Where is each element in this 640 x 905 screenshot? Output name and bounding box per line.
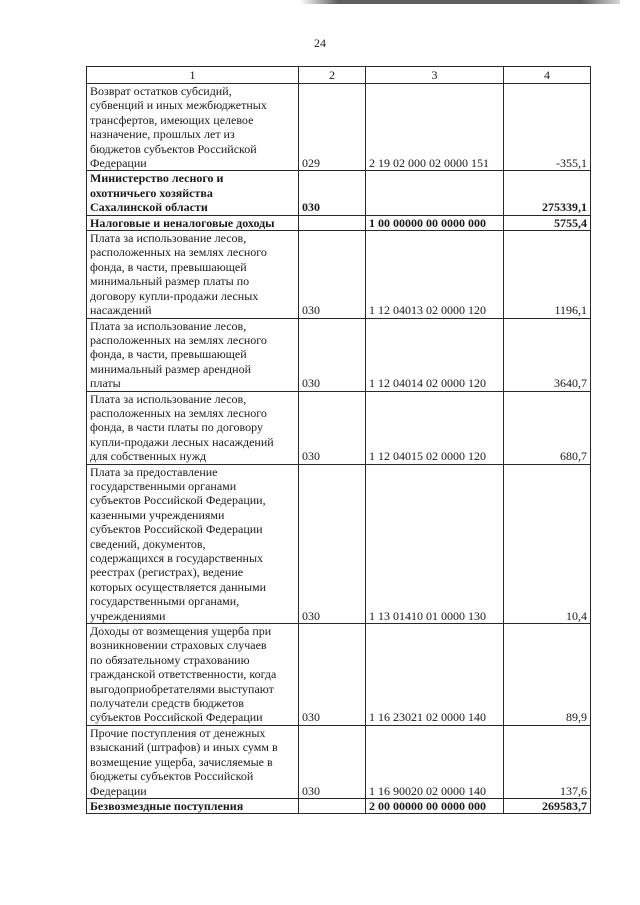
row-name-line: бюджеты субъектов Российской xyxy=(90,769,254,784)
row-code: 030 xyxy=(299,624,366,726)
row-code: 030 xyxy=(299,464,366,623)
row-name-line: Плата за предоставление xyxy=(90,464,218,479)
row-name-line: договору купли-продажи лесных xyxy=(90,288,259,303)
row-amount: 137,6 xyxy=(504,725,591,798)
header-cell: 4 xyxy=(504,67,591,84)
row-code: 030 xyxy=(299,231,366,318)
row-kbk: 1 00 00000 00 0000 000 xyxy=(366,215,504,230)
row-name-line: казенными учреждениями xyxy=(90,507,225,522)
row-name-line: возмещение ущерба, зачисляемые в xyxy=(90,754,273,769)
header-cell: 2 xyxy=(299,67,366,84)
row-amount: -355,1 xyxy=(504,84,591,171)
row-amount: 680,7 xyxy=(504,391,591,464)
row-name xyxy=(87,215,299,230)
row-amount: 10,4 xyxy=(504,464,591,623)
row-name-line: Налоговые и неналоговые доходы xyxy=(90,215,275,230)
row-code xyxy=(299,798,366,813)
row-name xyxy=(87,318,299,391)
row-name xyxy=(87,464,299,623)
row-name-line: бюджетов субъектов Российской xyxy=(90,141,257,156)
row-name xyxy=(87,391,299,464)
row-name-line: сведений, документов, xyxy=(90,536,206,551)
revenue-table xyxy=(86,66,591,814)
row-kbk: 1 12 04015 02 0000 120 xyxy=(366,391,504,464)
row-code: 029 xyxy=(299,84,366,171)
row-name-line: расположенных на землях лесного xyxy=(90,245,267,260)
row-name-line: субъектов Российской Федерации, xyxy=(90,493,266,508)
row-amount: 269583,7 xyxy=(504,798,591,813)
header-cell: 3 xyxy=(366,67,504,84)
row-name-line: Сахалинской области xyxy=(90,200,208,215)
row-name-line: насаждений xyxy=(90,303,152,318)
row-name-line: расположенных на землях лесного xyxy=(90,405,267,420)
row-kbk: 1 12 04013 02 0000 120 xyxy=(366,231,504,318)
scan-edge-mark xyxy=(300,0,620,4)
row-name-line: Плата за использование лесов, xyxy=(90,318,247,333)
row-name xyxy=(87,798,299,813)
row-name xyxy=(87,725,299,798)
row-name-line: Прочие поступления от денежных xyxy=(90,725,266,740)
row-name-line: фонда, в части, превышающей xyxy=(90,259,247,274)
row-name-line: назначение, прошлых лет из xyxy=(90,127,235,142)
table-header-row xyxy=(87,67,591,84)
row-name-line: взысканий (штрафов) и иных сумм в xyxy=(90,740,278,755)
row-amount: 89,9 xyxy=(504,624,591,726)
row-kbk: 1 16 23021 02 0000 140 xyxy=(366,624,504,726)
row-kbk: 2 00 00000 00 0000 000 xyxy=(366,798,504,813)
table-row xyxy=(87,391,591,464)
row-amount: 1196,1 xyxy=(504,231,591,318)
row-name-line: по обязательному страхованию xyxy=(90,652,250,667)
row-code: 030 xyxy=(299,725,366,798)
row-name-line: купли-продажи лесных насаждений xyxy=(90,434,274,449)
table-row xyxy=(87,725,591,798)
table-row xyxy=(87,318,591,391)
row-name-line: реестрах (регистрах), ведение xyxy=(90,565,244,580)
row-name-line: Федерации xyxy=(90,156,147,171)
row-name-line: платы xyxy=(90,376,121,391)
row-name-line: минимальный размер платы по xyxy=(90,274,250,289)
row-name-line: Безвозмездные поступления xyxy=(90,798,244,813)
row-code: 030 xyxy=(299,318,366,391)
row-name-line: государственными органами xyxy=(90,478,237,493)
table-row xyxy=(87,624,591,726)
table-row xyxy=(87,464,591,623)
row-name-line: Возврат остатков субсидий, xyxy=(90,84,232,98)
row-name-line: трансфертов, имеющих целевое xyxy=(90,112,254,127)
row-name-line: возникновении страховых случаев xyxy=(90,638,267,653)
row-code: 030 xyxy=(299,171,366,215)
row-name-line: субвенций и иных межбюджетных xyxy=(90,98,267,113)
row-kbk xyxy=(366,171,504,215)
table-row xyxy=(87,215,591,230)
table-row xyxy=(87,171,591,215)
row-name-line: фонда, в части платы по договору xyxy=(90,420,263,435)
row-name-line: Министерство лесного и xyxy=(90,171,224,186)
row-kbk: 1 16 90020 02 0000 140 xyxy=(366,725,504,798)
row-name-line: для собственных нужд xyxy=(90,449,207,464)
row-code: 030 xyxy=(299,391,366,464)
row-name-line: расположенных на землях лесного xyxy=(90,332,267,347)
row-name xyxy=(87,84,299,171)
page-number: 24 xyxy=(314,36,326,50)
row-name-line: Федерации xyxy=(90,783,147,798)
row-amount: 3640,7 xyxy=(504,318,591,391)
row-name xyxy=(87,624,299,726)
row-name-line: охотничьего хозяйства xyxy=(90,185,213,200)
row-name-line: гражданской ответственности, когда xyxy=(90,667,277,682)
header-cell: 1 xyxy=(87,67,299,84)
row-name-line: содержащихся в государственных xyxy=(90,551,264,565)
row-amount: 5755,4 xyxy=(504,215,591,230)
row-name-line: которых осуществляется данными xyxy=(90,579,267,594)
row-name-line: получатели средств бюджетов xyxy=(90,696,244,711)
row-name-line: минимальный размер арендной xyxy=(90,361,252,376)
row-name-line: Плата за использование лесов, xyxy=(90,231,247,246)
row-name-line: субъектов Российской Федерации xyxy=(90,710,263,725)
row-amount: 275339,1 xyxy=(504,171,591,215)
row-name-line: субъектов Российской Федерации xyxy=(90,522,263,537)
row-name-line: государственными органами, xyxy=(90,594,240,609)
row-kbk: 1 13 01410 01 0000 130 xyxy=(366,464,504,623)
row-name-line: Плата за использование лесов, xyxy=(90,391,247,406)
table-row xyxy=(87,231,591,318)
row-name xyxy=(87,171,299,215)
row-kbk: 1 12 04014 02 0000 120 xyxy=(366,318,504,391)
row-name xyxy=(87,231,299,318)
row-name-line: выгодоприобретателями выступают xyxy=(90,681,274,696)
row-name-line: Доходы от возмещения ущерба при xyxy=(90,624,272,639)
row-name-line: фонда, в части, превышающей xyxy=(90,347,247,362)
table-row xyxy=(87,798,591,813)
row-kbk: 2 19 02 000 02 0000 151 xyxy=(366,84,504,171)
table-row xyxy=(87,84,591,171)
row-name-line: учреждениями xyxy=(90,608,166,623)
row-code xyxy=(299,215,366,230)
